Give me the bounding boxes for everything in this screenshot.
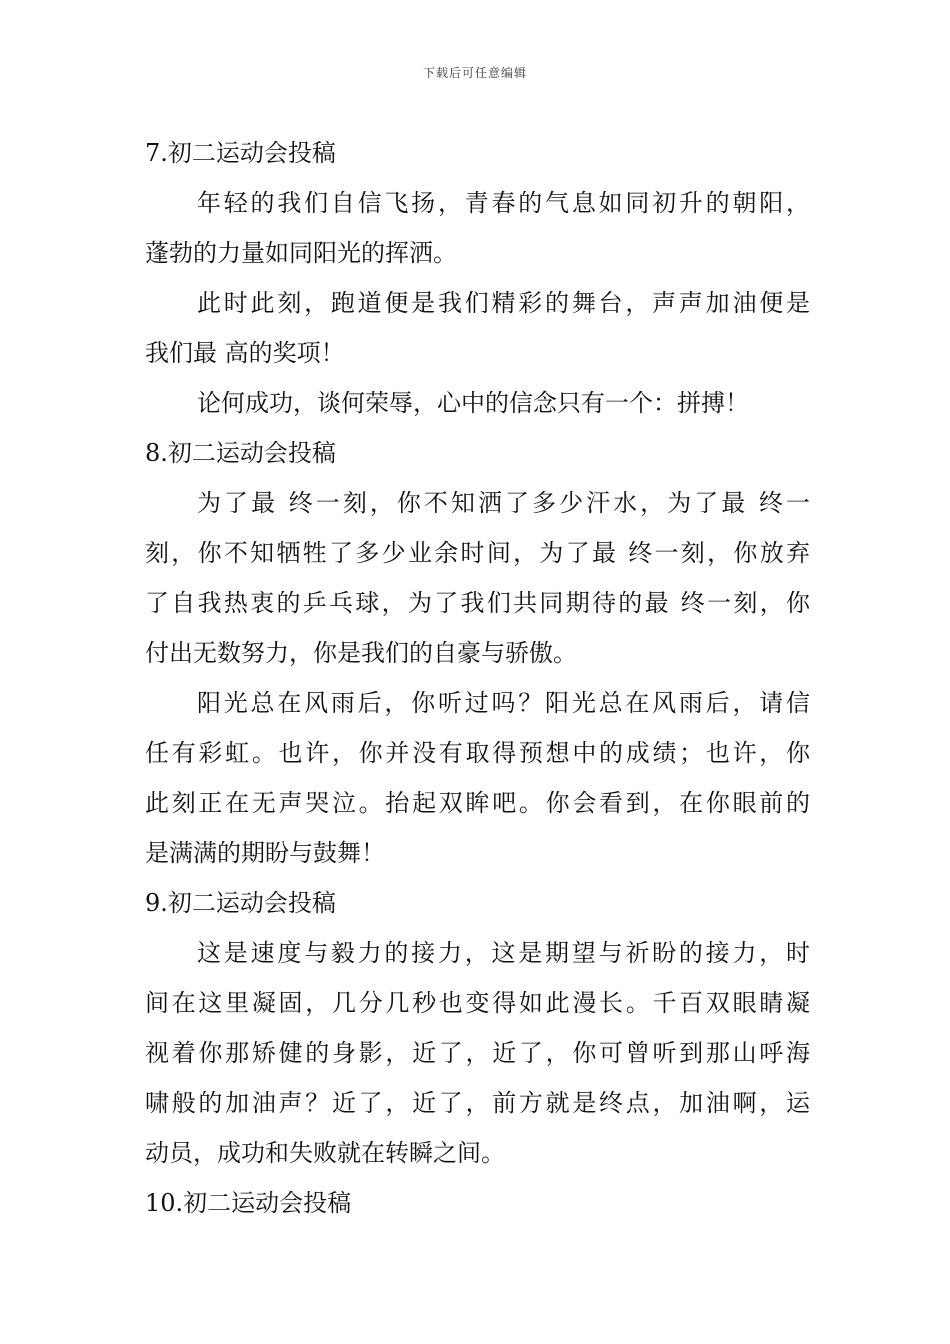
paragraph-line: 这是速度与毅力的接力，这是期望与祈盼的接力，时 [197, 939, 810, 967]
paragraph-line: 间在这里凝固，几分几秒也变得如此漫长。千百双眼睛凝 [145, 989, 810, 1017]
section-heading: 7.初二运动会投稿 [145, 139, 336, 167]
paragraph-line: 蓬勃的力量如同阳光的挥洒。 [145, 239, 457, 267]
paragraph-line: 视着你那矫健的身影，近了，近了，你可曾听到那山呼海 [145, 1039, 810, 1067]
paragraph-line: 论何成功，谈何荣辱，心中的信念只有一个：拼搏！ [197, 389, 749, 417]
paragraph-line: 是满满的期盼与鼓舞！ [145, 839, 385, 867]
paragraph-line: 刻，你不知牺牲了多少业余时间，为了最 终一刻，你放弃 [145, 539, 810, 567]
paragraph-line: 啸般的加油声？近了，近了，前方就是终点，加油啊，运 [145, 1089, 810, 1117]
section-heading: 9.初二运动会投稿 [145, 889, 336, 917]
paragraph-line: 了自我热衷的乒乓球，为了我们共同期待的最 终一刻，你 [145, 589, 810, 617]
paragraph-line: 任有彩虹。也许，你并没有取得预想中的成绩；也许，你 [145, 739, 810, 767]
paragraph-line: 此时此刻，跑道便是我们精彩的舞台，声声加油便是 [197, 289, 810, 317]
paragraph-line: 我们最 高的奖项！ [145, 339, 345, 367]
paragraph-line: 付出无数努力，你是我们的自豪与骄傲。 [145, 639, 577, 667]
paragraph-line: 年轻的我们自信飞扬，青春的气息如同初升的朝阳， [197, 189, 810, 217]
section-heading: 10.初二运动会投稿 [145, 1189, 352, 1217]
paragraph-line: 此刻正在无声哭泣。抬起双眸吧。你会看到，在你眼前的 [145, 789, 810, 817]
paragraph-line: 动员，成功和失败就在转瞬之间。 [145, 1139, 505, 1167]
document-body [145, 128, 810, 1228]
section-heading: 8.初二运动会投稿 [145, 439, 336, 467]
page-header: 下载后可任意编辑 [422, 66, 527, 80]
paragraph-line: 阳光总在风雨后，你听过吗？阳光总在风雨后，请信 [197, 689, 810, 717]
paragraph-line: 为了最 终一刻，你不知洒了多少汗水，为了最 终一 [197, 489, 810, 517]
